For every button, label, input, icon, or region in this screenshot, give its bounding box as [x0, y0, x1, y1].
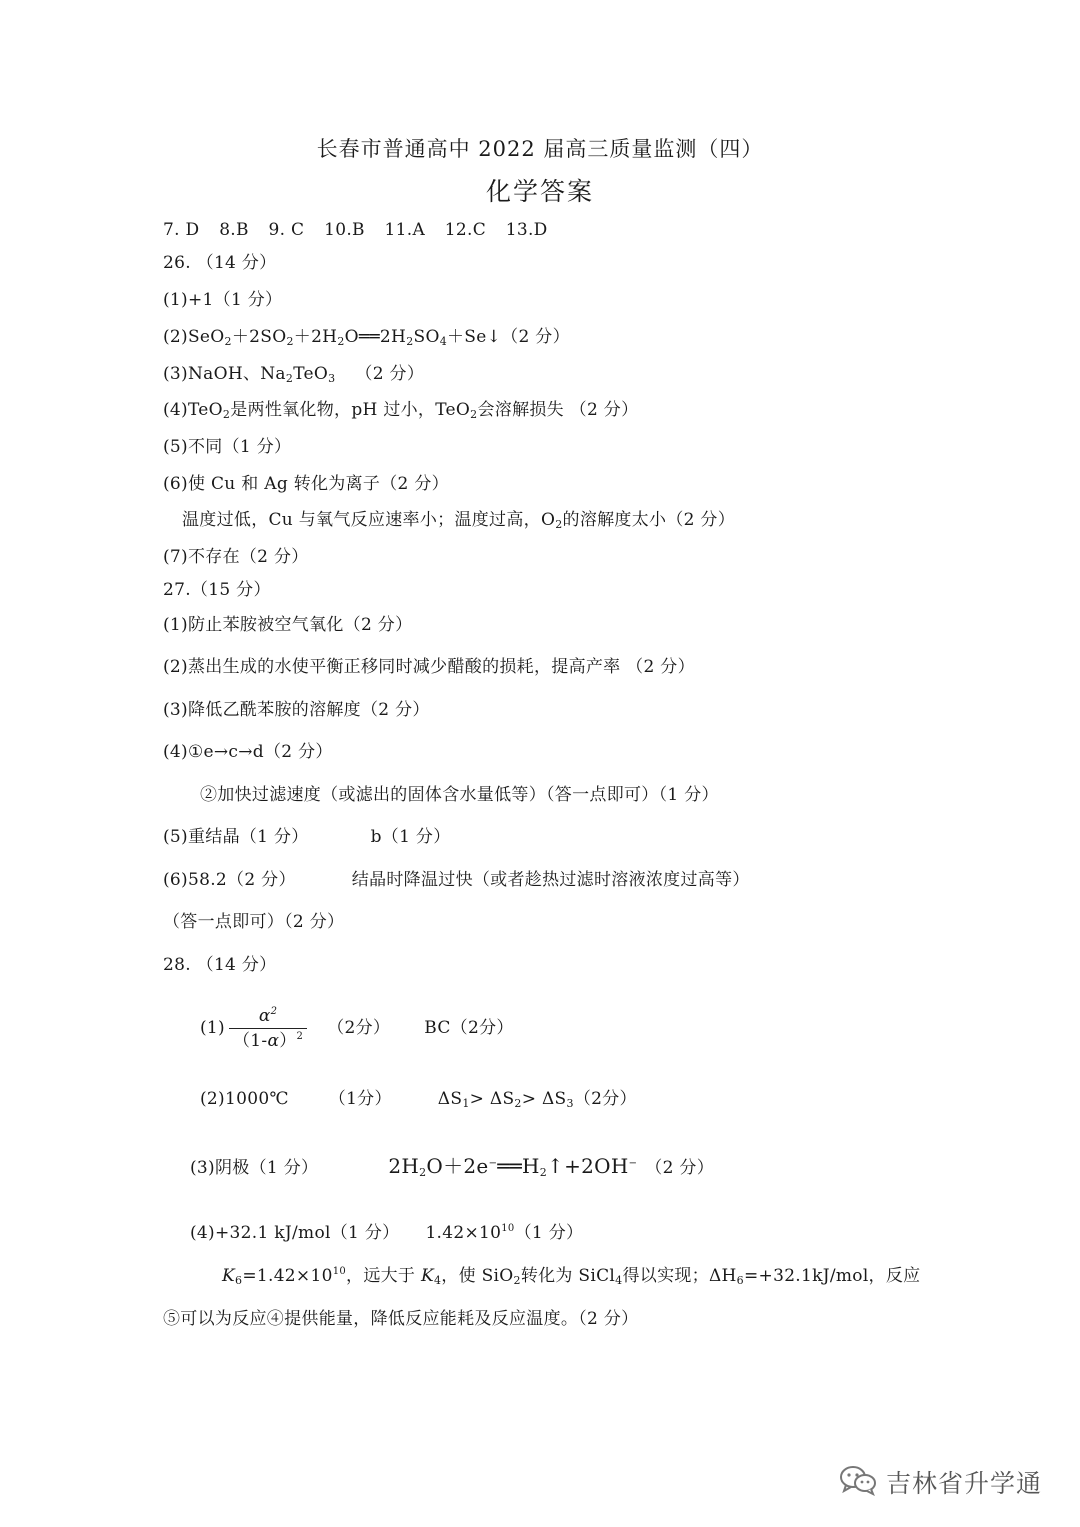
q27-line-4: (4)①e→c→d（2 分）	[163, 742, 333, 762]
q26-line-6: (6)使 Cu 和 Ag 转化为离子（2 分）	[163, 474, 449, 494]
q26-line-2: $(2)SeO_2+2SO_2+2H_2O══2H_2SO_4+Se↓(2$ 分）	[163, 327, 570, 348]
q28-header: 28. （14 分）	[163, 955, 277, 975]
mc-answer: 11.A	[384, 220, 426, 240]
q27-line-7: (6)58.2（2 分） 结晶时降温过快（或者趁热过滤时溶液浓度过高等）	[163, 870, 750, 890]
q28-line-3: (3)阴极（1 分） $2H_2O+2e^-══H_2↑+2OH^-$ （2 分）	[190, 1154, 715, 1179]
q26-line-3: (3)NaOH、$Na_2TeO_3$ （2 分）	[163, 364, 425, 385]
mc-answer: 7. D	[163, 220, 200, 240]
mc-answer: 13.D	[505, 220, 548, 240]
fraction: $\frac{\alpha^2}{(1-\alpha)^2}$	[229, 1004, 307, 1053]
mc-answer: 9. C	[268, 220, 305, 240]
q27-header: 27.（15 分）	[163, 580, 271, 600]
q27-line-3: (3)降低乙酰苯胺的溶解度（2 分）	[163, 700, 430, 720]
q27-line-1: (1)防止苯胺被空气氧化（2 分）	[163, 615, 413, 635]
q28-line-2: (2)1000℃ （1分） $\Delta S_1> \Delta S_2> \Delta S_3(2$分）	[200, 1089, 637, 1110]
q27-line-5: ②加快过滤速度（或滤出的固体含水量低等）（答一点即可）（1 分）	[200, 785, 719, 805]
q27-line-6: (5)重结晶（1 分） b（1 分）	[163, 827, 451, 847]
q26-line-7: 温度过低，Cu 与氧气反应速率小；温度过高，$O_2$的溶解度太小（2 分）	[182, 510, 736, 531]
wechat-icon	[838, 1464, 878, 1500]
q26-line-4: (4)TeO$_2$是两性氧化物，pH 过小，TeO$_2$会溶解损失 （2 分）	[163, 400, 639, 421]
mc-answer: 10.B	[324, 220, 365, 240]
q26-header: 26. （14 分）	[163, 253, 277, 273]
q26-line-8: (7)不存在（2 分）	[163, 547, 309, 567]
watermark-text: 吉林省升学通	[886, 1469, 1043, 1498]
q26-line-1: (1)+1（1 分）	[163, 290, 283, 310]
q28-line-6: ⑤可以为反应④提供能量，降低反应能耗及反应温度。（2 分）	[163, 1309, 639, 1329]
q28-line-4: (4)+32.1 kJ/mol（1 分） $1.42\times 10^{10}(1$ 分）	[190, 1223, 584, 1243]
page-subtitle: 化学答案	[485, 177, 594, 206]
page-title: 长春市普通高中 2022 届高三质量监测（四）	[316, 137, 764, 161]
q27-line-2: (2)蒸出生成的水使平衡正移同时减少醋酸的损耗，提高产率 （2 分）	[163, 657, 695, 677]
q26-line-5: (5)不同（1 分）	[163, 437, 292, 457]
q28-line-5: $K_6=1.42\times 10^{10}$，远大于 $K_4$，使 SiO$_2$转化为 SiCl$_4$得以实现；$\Delta H_6=+32.1kJ$/mol，反应	[222, 1266, 921, 1287]
q27-line-8: （答一点即可）（2 分）	[163, 912, 345, 932]
mc-answers	[163, 218, 548, 242]
q28-line-1: (1) $\frac{\alpha^2}{(1-\alpha)^2}$ （2分） BC（2分）	[200, 1006, 514, 1051]
mc-answer: 8.B	[219, 220, 249, 240]
watermark	[838, 1462, 1042, 1502]
mc-answer: 12.C	[444, 220, 487, 240]
